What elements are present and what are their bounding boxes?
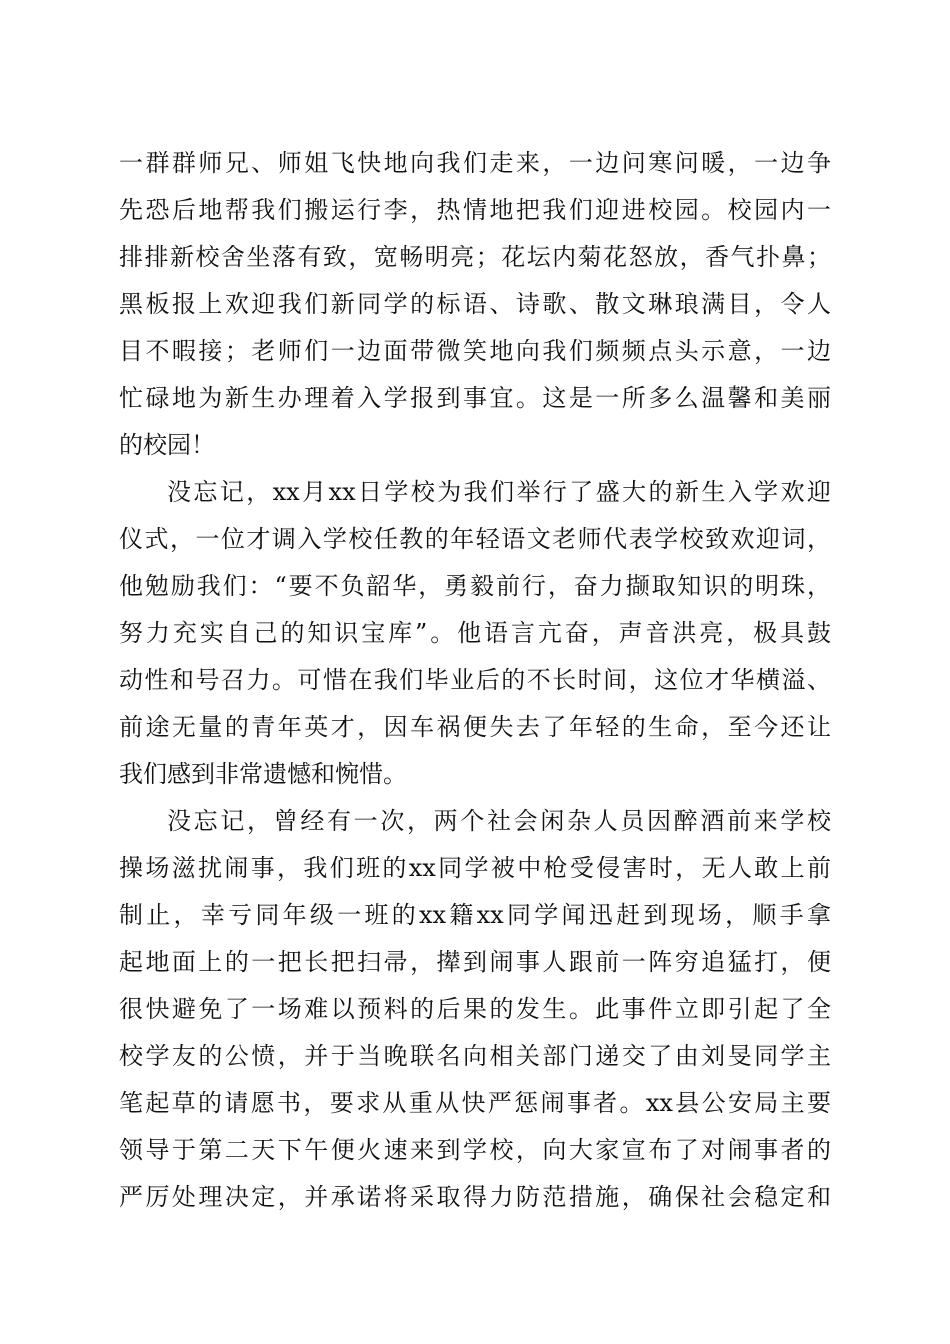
paragraph-2	[119, 469, 831, 798]
text-line: 动性和号召力。可惜在我们毕业后的不长时间，这位才华横溢、	[119, 666, 831, 694]
text-line: 排排新校舍坐落有致，宽畅明亮；花坛内菊花怒放，香气扑鼻；	[119, 243, 831, 271]
body-text	[119, 140, 831, 1221]
text-line: 前途无量的青年英才，因车祸便失去了年轻的生命，至今还让	[119, 713, 831, 741]
text-line: 很快避免了一场难以预料的后果的发生。此事件立即引起了全	[119, 995, 831, 1023]
text-line: 起地面上的一把长把扫帚，撵到闹事人跟前一阵穷追猛打，便	[119, 948, 831, 976]
text-line: 严厉处理决定，并承诺将采取得力防范措施，确保社会稳定和	[119, 1183, 831, 1211]
text-line: 没忘记，xx月xx日学校为我们举行了盛大的新生入学欢迎	[167, 478, 831, 506]
paragraph-3	[119, 798, 831, 1221]
text-line: 的校园！	[119, 431, 215, 459]
text-line: 笔起草的请愿书，要求从重从快严惩闹事者。xx县公安局主要	[119, 1089, 831, 1117]
text-line: 制止，幸亏同年级一班的xx籍xx同学闻迅赶到现场，顺手拿	[119, 901, 831, 929]
text-line: 没忘记，曾经有一次，两个社会闲杂人员因醉酒前来学校	[167, 807, 831, 835]
paragraph-1	[119, 140, 831, 469]
text-line: 领导于第二天下午便火速来到学校，向大家宣布了对闹事者的	[119, 1136, 831, 1164]
text-line: 目不暇接；老师们一边面带微笑地向我们频频点头示意，一边	[119, 337, 831, 365]
text-line: 一群群师兄、师姐飞快地向我们走来，一边问寒问暖，一边争	[119, 149, 831, 177]
text-line: 先恐后地帮我们搬运行李，热情地把我们迎进校园。校园内一	[119, 196, 831, 224]
text-line: 忙碌地为新生办理着入学报到事宜。这是一所多么温馨和美丽	[119, 384, 831, 412]
text-line: 黑板报上欢迎我们新同学的标语、诗歌、散文琳琅满目，令人	[119, 290, 831, 318]
text-line: 他勉励我们：“要不负韶华，勇毅前行，奋力撷取知识的明珠，	[119, 572, 831, 600]
text-line: 仪式，一位才调入学校任教的年轻语文老师代表学校致欢迎词，	[119, 525, 831, 553]
text-line: 我们感到非常遗憾和惋惜。	[119, 760, 407, 788]
text-line: 努力充实自己的知识宝库”。他语言亢奋，声音洪亮，极具鼓	[119, 619, 831, 647]
text-line: 校学友的公愤，并于当晚联名向相关部门递交了由刘旻同学主	[119, 1042, 831, 1070]
text-line: 操场滋扰闹事，我们班的xx同学被中枪受侵害时，无人敢上前	[119, 854, 831, 882]
